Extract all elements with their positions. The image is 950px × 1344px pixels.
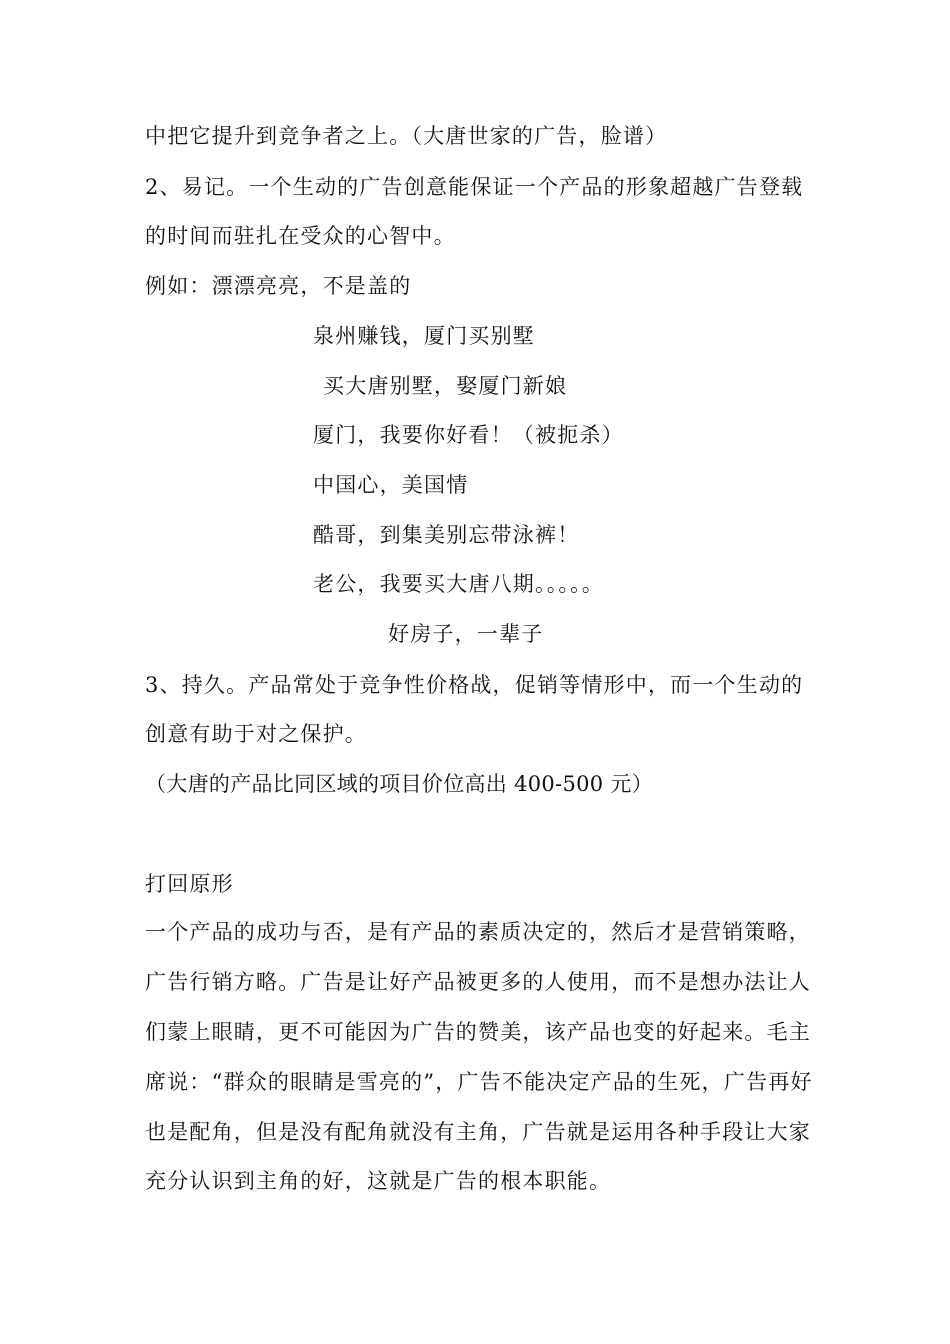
example-slogan: 买大唐别墅，娶厦门新娘	[323, 374, 568, 398]
example-slogan: 中国心，美国情	[313, 473, 469, 497]
example-slogan: 老公，我要买大唐八期。。。。。	[313, 572, 604, 596]
continuation-line: 中把它提升到竞争者之上。（大唐世家的广告，脸谱）	[145, 124, 668, 148]
section-paragraph-line: 广告行销方略。广告是让好产品被更多的人使用，而不是想办法让人	[145, 970, 811, 994]
point-3-line-1: 3、持久。产品常处于竞争性价格战，促销等情形中，而一个生动的	[145, 673, 804, 697]
section-paragraph-line: 们蒙上眼睛，更不可能因为广告的赞美，该产品也变的好起来。毛主	[145, 1020, 811, 1044]
point-3-note: （大唐的产品比同区域的项目价位高出 400-500 元）	[145, 772, 654, 796]
section-paragraph-line: 席说：“群众的眼睛是雪亮的”，广告不能决定产品的生死，广告再好	[145, 1070, 813, 1094]
section-paragraph-line: 充分认识到主角的好，这就是广告的根本职能。	[145, 1169, 612, 1193]
point-2-line-1: 2、易记。一个生动的广告创意能保证一个产品的形象超越广告登载	[145, 175, 804, 199]
section-paragraph-line: 一个产品的成功与否，是有产品的素质决定的，然后才是营销策略，	[145, 920, 811, 944]
example-slogan-centered: 好房子，一辈子	[388, 622, 544, 646]
example-slogan: 泉州赚钱，厦门买别墅	[313, 324, 535, 348]
section-heading: 打回原形	[145, 872, 234, 896]
examples-intro: 例如：漂漂亮亮，不是盖的	[145, 274, 412, 298]
example-slogan: 酷哥，到集美别忘带泳裤！	[313, 523, 580, 547]
section-paragraph-line: 也是配角，但是没有配角就没有主角，广告就是运用各种手段让大家	[145, 1120, 811, 1144]
example-slogan: 厦门，我要你好看！（被扼杀）	[313, 423, 624, 447]
point-2-line-2: 的时间而驻扎在受众的心智中。	[145, 224, 456, 248]
point-3-line-2: 创意有助于对之保护。	[145, 722, 367, 746]
